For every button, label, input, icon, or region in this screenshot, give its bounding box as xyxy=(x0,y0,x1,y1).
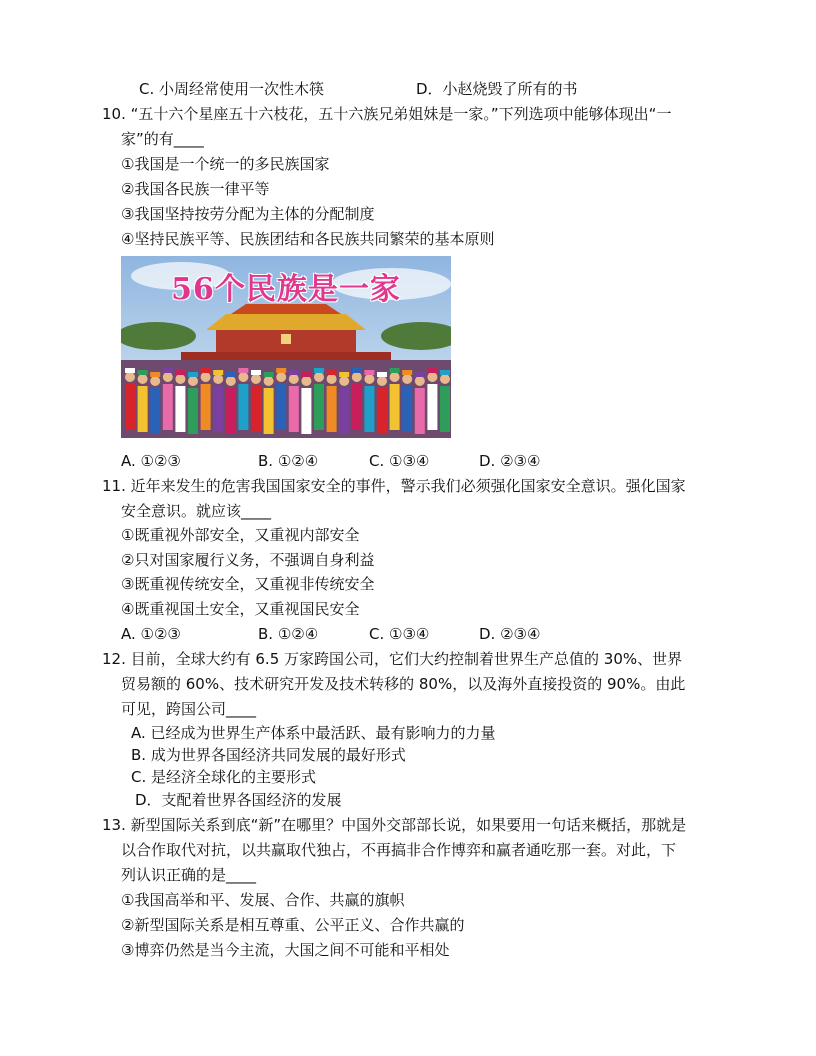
crowd-figure-hat xyxy=(276,368,286,373)
crowd-figure xyxy=(188,388,198,434)
crowd-figure-hat xyxy=(138,370,148,375)
q10-choice-c: C. ①③④ xyxy=(369,452,430,470)
crowd-figure-hat xyxy=(251,370,261,375)
crowd-figure-head xyxy=(264,376,274,386)
crowd-figure-head xyxy=(390,372,400,382)
q12-option-d: D．支配着世界各国经济的发展 xyxy=(135,791,342,809)
q10-item-2: ②我国各民族一律平等 xyxy=(121,180,270,198)
q12-option-c: C. 是经济全球化的主要形式 xyxy=(131,768,317,786)
q10-choices xyxy=(121,451,581,471)
crowd-figure-hat xyxy=(377,372,387,377)
q11-stem-line2: 安全意识。就应该____ xyxy=(121,502,272,520)
q13-item-2: ②新型国际关系是相互尊重、公平正义、合作共赢的 xyxy=(121,916,465,934)
crowd-figure xyxy=(213,386,223,432)
crowd-figure xyxy=(163,384,173,430)
crowd-figure-hat xyxy=(175,370,185,375)
crowd-figure-head xyxy=(352,372,362,382)
crowd-figure-head xyxy=(440,374,450,384)
q12-stem-line1: 12. 目前，全球大约有 6.5 万家跨国公司，它们大约控制着世界生产总值的 30%、世界 xyxy=(102,650,683,668)
q11-choice-d: D. ②③④ xyxy=(479,625,541,643)
crowd-figure xyxy=(251,386,261,432)
crowd-figure-hat xyxy=(339,372,349,377)
crowd-figure-head xyxy=(201,372,211,382)
crowd-figure-hat xyxy=(415,372,425,377)
crowd-figure-hat xyxy=(402,370,412,375)
crowd-figure-head xyxy=(301,376,311,386)
crowd-figure-hat xyxy=(364,370,374,375)
crowd-figure xyxy=(415,388,425,434)
crowd-figure xyxy=(390,384,400,430)
crowd-figure-head xyxy=(289,374,299,384)
crowd-figure-head xyxy=(339,376,349,386)
crowd-figure-hat xyxy=(238,368,248,373)
crowd-figure-hat xyxy=(226,372,236,377)
crowd-figure xyxy=(264,388,274,434)
crowd-figure-head xyxy=(238,372,248,382)
q10-choice-b: B. ①②④ xyxy=(258,452,319,470)
crowd-figure xyxy=(339,388,349,434)
q10-choice-d: D. ②③④ xyxy=(479,452,541,470)
crowd-figure xyxy=(276,384,286,430)
q12-option-a: A. 已经成为世界生产体系中最活跃、最有影响力的力量 xyxy=(131,724,496,742)
crowd-figure-hat xyxy=(314,368,324,373)
crowd-figure-head xyxy=(415,376,425,386)
crowd-figure xyxy=(125,384,135,430)
crowd-figure-head xyxy=(150,376,160,386)
crowd-figure-head xyxy=(327,374,337,384)
q10-item-3: ③我国坚持按劳分配为主体的分配制度 xyxy=(121,205,375,223)
crowd-figure-hat xyxy=(188,372,198,377)
crowd-figure-head xyxy=(125,372,135,382)
q13-stem-line2: 以合作取代对抗，以共赢取代独占，不再搞非合作博弈和赢者通吃那一套。对此，下 xyxy=(121,841,677,859)
q11-item-4: ④既重视国土安全，又重视国民安全 xyxy=(121,600,360,618)
q10-stem-line2: 家”的有____ xyxy=(121,130,204,148)
crowd-figure-hat xyxy=(427,368,437,373)
crowd-figure-head xyxy=(188,376,198,386)
crowd-figure xyxy=(289,386,299,432)
crowd-figure-head xyxy=(163,372,173,382)
crowd-figure-head xyxy=(402,374,412,384)
crowd-figure-head xyxy=(213,374,223,384)
crowd-figure xyxy=(364,386,374,432)
crowd-figure-head xyxy=(175,374,185,384)
q13-stem-line3: 列认识正确的是____ xyxy=(121,866,257,884)
q13-item-1: ①我国高举和平、发展、合作、共赢的旗帜 xyxy=(121,891,405,909)
q11-item-1: ①既重视外部安全，又重视内部安全 xyxy=(121,526,360,544)
q11-choice-a: A. ①②③ xyxy=(121,625,181,643)
q9-option-c: C. 小周经常使用一次性木筷 xyxy=(139,80,325,98)
crowd-figure-head xyxy=(226,376,236,386)
crowd-figure-head xyxy=(314,372,324,382)
crowd-figure xyxy=(226,388,236,434)
crowd-figure-hat xyxy=(440,370,450,375)
crowd-figure-hat xyxy=(301,372,311,377)
crowd-figure xyxy=(150,388,160,434)
crowd-figure-hat xyxy=(213,370,223,375)
crowd-figure-hat xyxy=(264,372,274,377)
crowd-figure-hat xyxy=(289,370,299,375)
crowd-figure-head xyxy=(364,374,374,384)
crowd-figure-hat xyxy=(163,368,173,373)
q11-item-2: ②只对国家履行义务，不强调自身利益 xyxy=(121,551,375,569)
q12-stem-line3: 可见，跨国公司____ xyxy=(121,700,257,718)
q11-stem-line1: 11. 近年来发生的危害我国国家安全的事件，警示我们必须强化国家安全意识。强化国家 xyxy=(102,477,686,495)
q11-item-3: ③既重视传统安全，又重视非传统安全 xyxy=(121,575,375,593)
crowd-figure xyxy=(440,386,450,432)
crowd-figure xyxy=(301,388,311,434)
crowd-figure xyxy=(138,386,148,432)
crowd-figure-head xyxy=(138,374,148,384)
crowd-figure-head xyxy=(427,372,437,382)
crowd-figure-hat xyxy=(150,372,160,377)
crowd-figure-head xyxy=(377,376,387,386)
crowd-figure xyxy=(175,386,185,432)
q11-choices xyxy=(121,624,581,644)
q13-stem-line1: 13. 新型国际关系到底“新”在哪里？中国外交部部长说，如果要用一句话来概括，那就是 xyxy=(102,816,687,834)
image-banner-text: 56个民族是一家 xyxy=(171,272,401,307)
crowd-figure-hat xyxy=(125,368,135,373)
q10-item-4: ④坚持民族平等、民族团结和各民族共同繁荣的基本原则 xyxy=(121,230,495,248)
crowd-figure xyxy=(327,386,337,432)
crowd-figure xyxy=(377,388,387,434)
q12-option-b: B. 成为世界各国经济共同发展的最好形式 xyxy=(131,746,406,764)
crowd-figure xyxy=(402,386,412,432)
crowd-figure-head xyxy=(276,372,286,382)
crowd-figure xyxy=(352,384,362,430)
crowd-figure-hat xyxy=(201,368,211,373)
q11-choice-b: B. ①②④ xyxy=(258,625,319,643)
q11-choice-c: C. ①③④ xyxy=(369,625,430,643)
crowd-figure xyxy=(201,384,211,430)
q9-option-d: D．小赵烧毁了所有的书 xyxy=(416,80,578,98)
crowd-figure-hat xyxy=(352,368,362,373)
crowd-figure xyxy=(314,384,324,430)
ethnic-unity-photo xyxy=(121,256,451,438)
crowd-figure xyxy=(427,384,437,430)
crowd-figure-hat xyxy=(390,368,400,373)
crowd-figure-hat xyxy=(327,370,337,375)
crowd-figure-head xyxy=(251,374,261,384)
q13-item-3: ③博弈仍然是当今主流，大国之间不可能和平相处 xyxy=(121,941,450,959)
q10-item-1: ①我国是一个统一的多民族国家 xyxy=(121,155,330,173)
q10-stem-line1: 10. “五十六个星座五十六枝花，五十六族兄弟姐妹是一家。”下列选项中能够体现出“一 xyxy=(102,105,672,123)
q12-stem-line2: 贸易额的 60%、技术研究开发及技术转移的 80%，以及海外直接投资的 90%。由此 xyxy=(121,675,686,693)
q10-choice-a: A. ①②③ xyxy=(121,452,181,470)
crowd-figure xyxy=(238,384,248,430)
